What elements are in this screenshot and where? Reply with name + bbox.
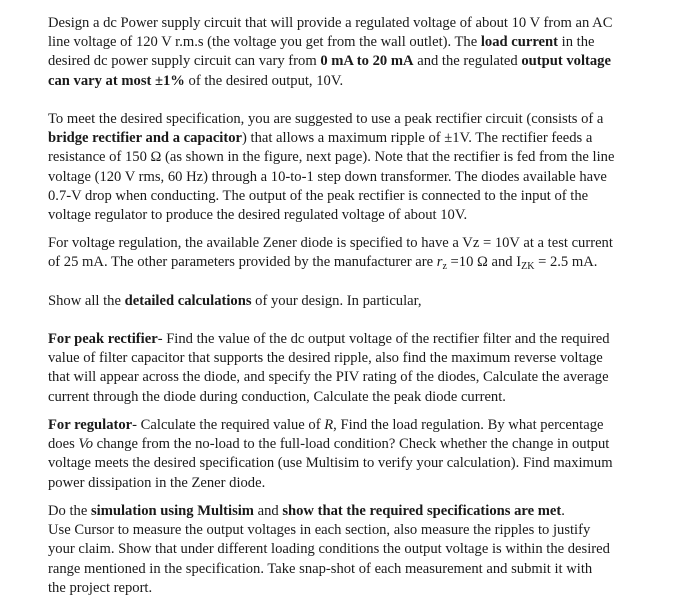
text-line: [48, 416, 613, 435]
text-line: your claim. Show that under different loading conditions the output voltage is within the desired: [48, 541, 610, 558]
text-run: line voltage of 120 V r.m.s (the voltage you get from the wall outlet). The: [48, 34, 481, 51]
paragraph-peak-rectifier-suggestion: [48, 110, 614, 225]
italic-symbol-r: R: [324, 417, 334, 433]
paragraph-peak-rectifier-tasks: [48, 330, 610, 407]
bold-text: bridge rectifier and a capacitor: [48, 130, 243, 147]
paragraph-simulation-tasks: [48, 502, 610, 598]
text-run: ) that allows a maximum ripple of ±1V. The rectifier feeds a: [242, 130, 593, 147]
text-run: of 25 mA. The other parameters provided by the manufacturer are: [48, 254, 437, 271]
paragraph-show-calculations: [48, 292, 422, 311]
text-line: [48, 33, 612, 52]
text-line: To meet the desired specification, you are suggested to use a peak rectifier circuit (consists of a: [48, 111, 604, 127]
text-line: power dissipation in the Zener diode.: [48, 474, 266, 491]
text-run: .: [561, 503, 565, 519]
text-line: voltage (120 V rms, 60 Hz) through a 10-to-1 step down transformer. The diodes available have: [48, 168, 607, 185]
text-line: [48, 502, 610, 521]
text-run: in the: [558, 34, 595, 51]
text-run: =10 Ω and I: [446, 254, 522, 271]
text-run: does: [48, 436, 79, 453]
bold-text: For peak rectifier: [48, 331, 158, 347]
text-line: [48, 129, 614, 148]
bold-text: For regulator: [48, 417, 133, 433]
text-line: [48, 435, 613, 454]
text-line: resistance of 150 Ω (as shown in the figure, next page). Note that the rectifier is fed from the line: [48, 149, 615, 166]
paragraph-design-requirement: [48, 14, 612, 91]
text-run: = 2.5 mA.: [534, 254, 598, 271]
text-line: that will appear across the diode, and specify the PIV rating of the diodes, Calculate the average: [48, 369, 609, 386]
italic-symbol-vo: Vo: [78, 436, 93, 453]
paragraph-zener-spec: [48, 234, 613, 272]
text-line: range mentioned in the specification. Take snap-shot of each measurement and submit it with: [48, 560, 593, 577]
text-run: - Calculate the required value of: [132, 417, 325, 433]
text-line: For voltage regulation, the available Zener diode is specified to have a Vz = 10V at a test current: [48, 235, 613, 251]
bold-text: can vary at most ±1%: [48, 72, 185, 89]
italic-symbol-r: r: [436, 254, 443, 271]
text-line: 0.7-V drop when conducting. The output of the peak rectifier is connected to the input of the: [48, 187, 589, 204]
text-run: change from the no-load to the full-load condition? Check whether the change in output: [93, 436, 610, 453]
text-line: [48, 52, 612, 71]
text-line: value of filter capacitor that supports the desired ripple, also find the maximum reverse voltage: [48, 350, 603, 367]
text-run: of your design. In particular,: [251, 293, 422, 309]
paragraph-regulator-tasks: [48, 416, 613, 493]
text-run: Do the: [48, 503, 91, 519]
subscript-z: z: [442, 261, 447, 273]
bold-text: 0 mA to 20 mA: [320, 53, 414, 70]
bold-text: simulation using Multisim: [90, 503, 254, 519]
text-run: and: [253, 503, 283, 519]
bold-text: output voltage: [521, 53, 611, 70]
text-line: voltage meets the desired specification (use Multisim to verify your calculation). Find maximum: [48, 455, 613, 472]
text-run: , Find the load regulation. By what percentage: [333, 417, 604, 433]
text-line: [48, 330, 610, 349]
text-run: of the desired output, 10V.: [184, 72, 344, 89]
bold-text: detailed calculations: [124, 293, 252, 309]
text-line: current through the diode during conduction, Calculate the peak diode current.: [48, 388, 506, 405]
bold-text: show that the required specifications are met: [282, 503, 562, 519]
text-line: the project report.: [48, 579, 153, 596]
text-run: - Find the value of the dc output voltage of the rectifier filter and the required: [157, 331, 610, 347]
subscript-zk: ZK: [521, 261, 535, 273]
bold-text: load current: [480, 34, 559, 51]
text-line: [48, 292, 422, 311]
text-run: desired dc power supply circuit can vary from: [48, 53, 321, 70]
text-line: voltage regulator to produce the desired regulated voltage of about 10V.: [48, 207, 468, 224]
text-line: [48, 253, 613, 272]
text-run: and the regulated: [413, 53, 522, 70]
text-line: Use Cursor to measure the output voltages in each section, also measure the ripples to justify: [48, 522, 591, 539]
text-run: Show all the: [48, 293, 125, 309]
text-line: [48, 72, 612, 91]
text-line: Design a dc Power supply circuit that will provide a regulated voltage of about 10 V from an AC: [48, 15, 613, 31]
